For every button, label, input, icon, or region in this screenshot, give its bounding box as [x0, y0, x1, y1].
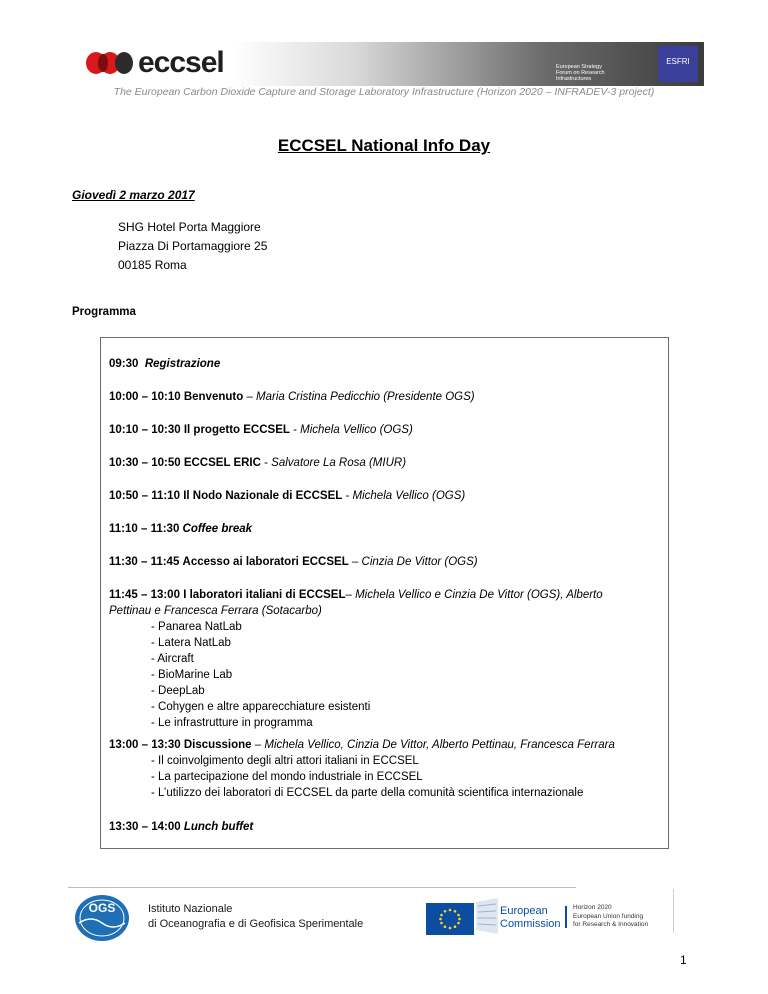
- ec-line: Commission: [500, 918, 561, 930]
- eccsel-logo-icon: [78, 48, 138, 78]
- h2020-line: European Union funding: [573, 912, 644, 920]
- address-line: Piazza Di Portamaggiore 25: [118, 239, 268, 253]
- item-title: Il Nodo Nazionale di ECCSEL: [183, 490, 343, 502]
- item-title: I laboratori italiani di ECCSEL: [183, 589, 346, 601]
- address-line: SHG Hotel Porta Maggiore: [118, 220, 261, 234]
- program-item: [109, 521, 659, 537]
- sub-item: - La partecipazione del mondo industriale in ECCSEL: [151, 771, 423, 783]
- sub-item: - Il coinvolgimento degli altri attori italiani in ECCSEL: [151, 755, 419, 767]
- forum-text: European Strategy Forum on Research Infrastructures: [556, 64, 605, 82]
- program-box: [100, 337, 669, 849]
- address-block: [118, 218, 267, 275]
- item-speaker: Michela Vellico e Cinzia De Vittor (OGS), Alberto: [355, 589, 603, 601]
- h2020-label: [573, 904, 648, 930]
- program-item: [109, 488, 659, 504]
- h2020-line: Horizon 2020: [573, 904, 612, 911]
- program-item: [109, 737, 659, 801]
- program-item: [109, 356, 659, 372]
- institute-line: di Oceanografia e di Geofisica Sperimentale: [148, 918, 364, 930]
- institute-line: Istituto Nazionale: [148, 903, 233, 915]
- eu-flag-icon: [426, 903, 474, 935]
- esfri-label: ESFRI: [666, 57, 690, 66]
- sub-item: - DeepLab: [151, 685, 205, 697]
- item-separator: -: [342, 490, 353, 502]
- sub-item: - Aircraft: [151, 653, 194, 665]
- program-item: [109, 389, 659, 405]
- item-speaker: Michela Vellico (OGS): [300, 424, 413, 436]
- item-separator: -: [289, 424, 301, 436]
- item-separator: –: [348, 556, 362, 568]
- item-time: 13:00 – 13:30: [109, 739, 181, 751]
- item-separator: –: [243, 391, 257, 403]
- item-title: Discussione: [183, 739, 252, 751]
- item-title: Il progetto ECCSEL: [183, 424, 290, 436]
- item-time: 13:30 – 14:00: [109, 821, 181, 833]
- item-title: ECCSEL ERIC: [183, 457, 261, 469]
- item-speaker-continued: Pettinau e Francesca Ferrara (Sotacarbo): [109, 605, 322, 617]
- ogs-logo-text: OGS: [88, 901, 116, 915]
- ec-line: European: [500, 905, 548, 917]
- page-number: 1: [680, 953, 687, 967]
- ec-separator: [565, 906, 567, 928]
- h2020-line: for Research & Innovation: [573, 921, 649, 928]
- item-time: 10:30 – 10:50: [109, 457, 181, 469]
- sub-item: - BioMarine Lab: [151, 669, 233, 681]
- ogs-logo-icon: [73, 893, 131, 943]
- item-title: Coffee break: [182, 523, 253, 535]
- sub-item: - Panarea NatLab: [151, 621, 242, 633]
- item-title: Registrazione: [144, 358, 221, 370]
- institute-name: [148, 902, 363, 932]
- footer-divider: [68, 887, 576, 888]
- item-time: 10:50 – 11:10: [109, 490, 180, 502]
- item-time: 11:10 – 11:30: [109, 523, 180, 535]
- item-time: 09:30: [109, 358, 139, 370]
- item-time: 10:10 – 10:30: [109, 424, 181, 436]
- program-item: [109, 554, 659, 570]
- item-speaker: Cinzia De Vittor (OGS): [361, 556, 478, 568]
- program-item: [109, 587, 659, 731]
- sub-item: - Latera NatLab: [151, 637, 231, 649]
- sub-item: - Le infrastrutture in programma: [151, 717, 313, 729]
- program-item: [109, 455, 659, 471]
- item-title: Lunch buffet: [183, 821, 254, 833]
- logo-text: eccsel: [138, 46, 224, 79]
- sub-item: - L’utilizzo dei laboratori di ECCSEL da parte della comunità scientifica internazionale: [151, 787, 584, 799]
- item-separator: –: [345, 589, 356, 601]
- event-date: Giovedì 2 marzo 2017: [72, 188, 195, 202]
- program-item: [109, 422, 659, 438]
- item-separator: -: [260, 457, 272, 469]
- program-item: [109, 819, 659, 835]
- program-label: Programma: [72, 306, 136, 318]
- header-banner: [68, 42, 704, 86]
- esfri-badge: [658, 46, 698, 82]
- item-title: Benvenuto: [183, 391, 244, 403]
- footer-vertical-divider: [673, 889, 674, 933]
- item-speaker: Michela Vellico (OGS): [352, 490, 466, 502]
- item-time: 11:45 – 13:00: [109, 589, 180, 601]
- header-subtitle: The European Carbon Dioxide Capture and Storage Laboratory Infrastructure (Horizon 2020 – INFRADEV-3 project): [113, 86, 655, 98]
- item-speaker: Maria Cristina Pedicchio (Presidente OGS): [256, 391, 475, 403]
- address-line: 00185 Roma: [118, 258, 187, 272]
- item-separator: –: [251, 739, 265, 751]
- item-time: 10:00 – 10:10: [109, 391, 181, 403]
- item-speaker: Salvatore La Rosa (MIUR): [271, 457, 407, 469]
- sub-item: - Cohygen e altre apparecchiature esistenti: [151, 701, 371, 713]
- item-speaker: Michela Vellico, Cinzia De Vittor, Alberto Pettinau, Francesca Ferrara: [264, 739, 615, 751]
- item-time: 11:30 – 11:45: [109, 556, 180, 568]
- page-title: ECCSEL National Info Day: [277, 136, 491, 155]
- ec-name: [500, 905, 561, 931]
- item-title: Accesso ai laboratori ECCSEL: [182, 556, 349, 568]
